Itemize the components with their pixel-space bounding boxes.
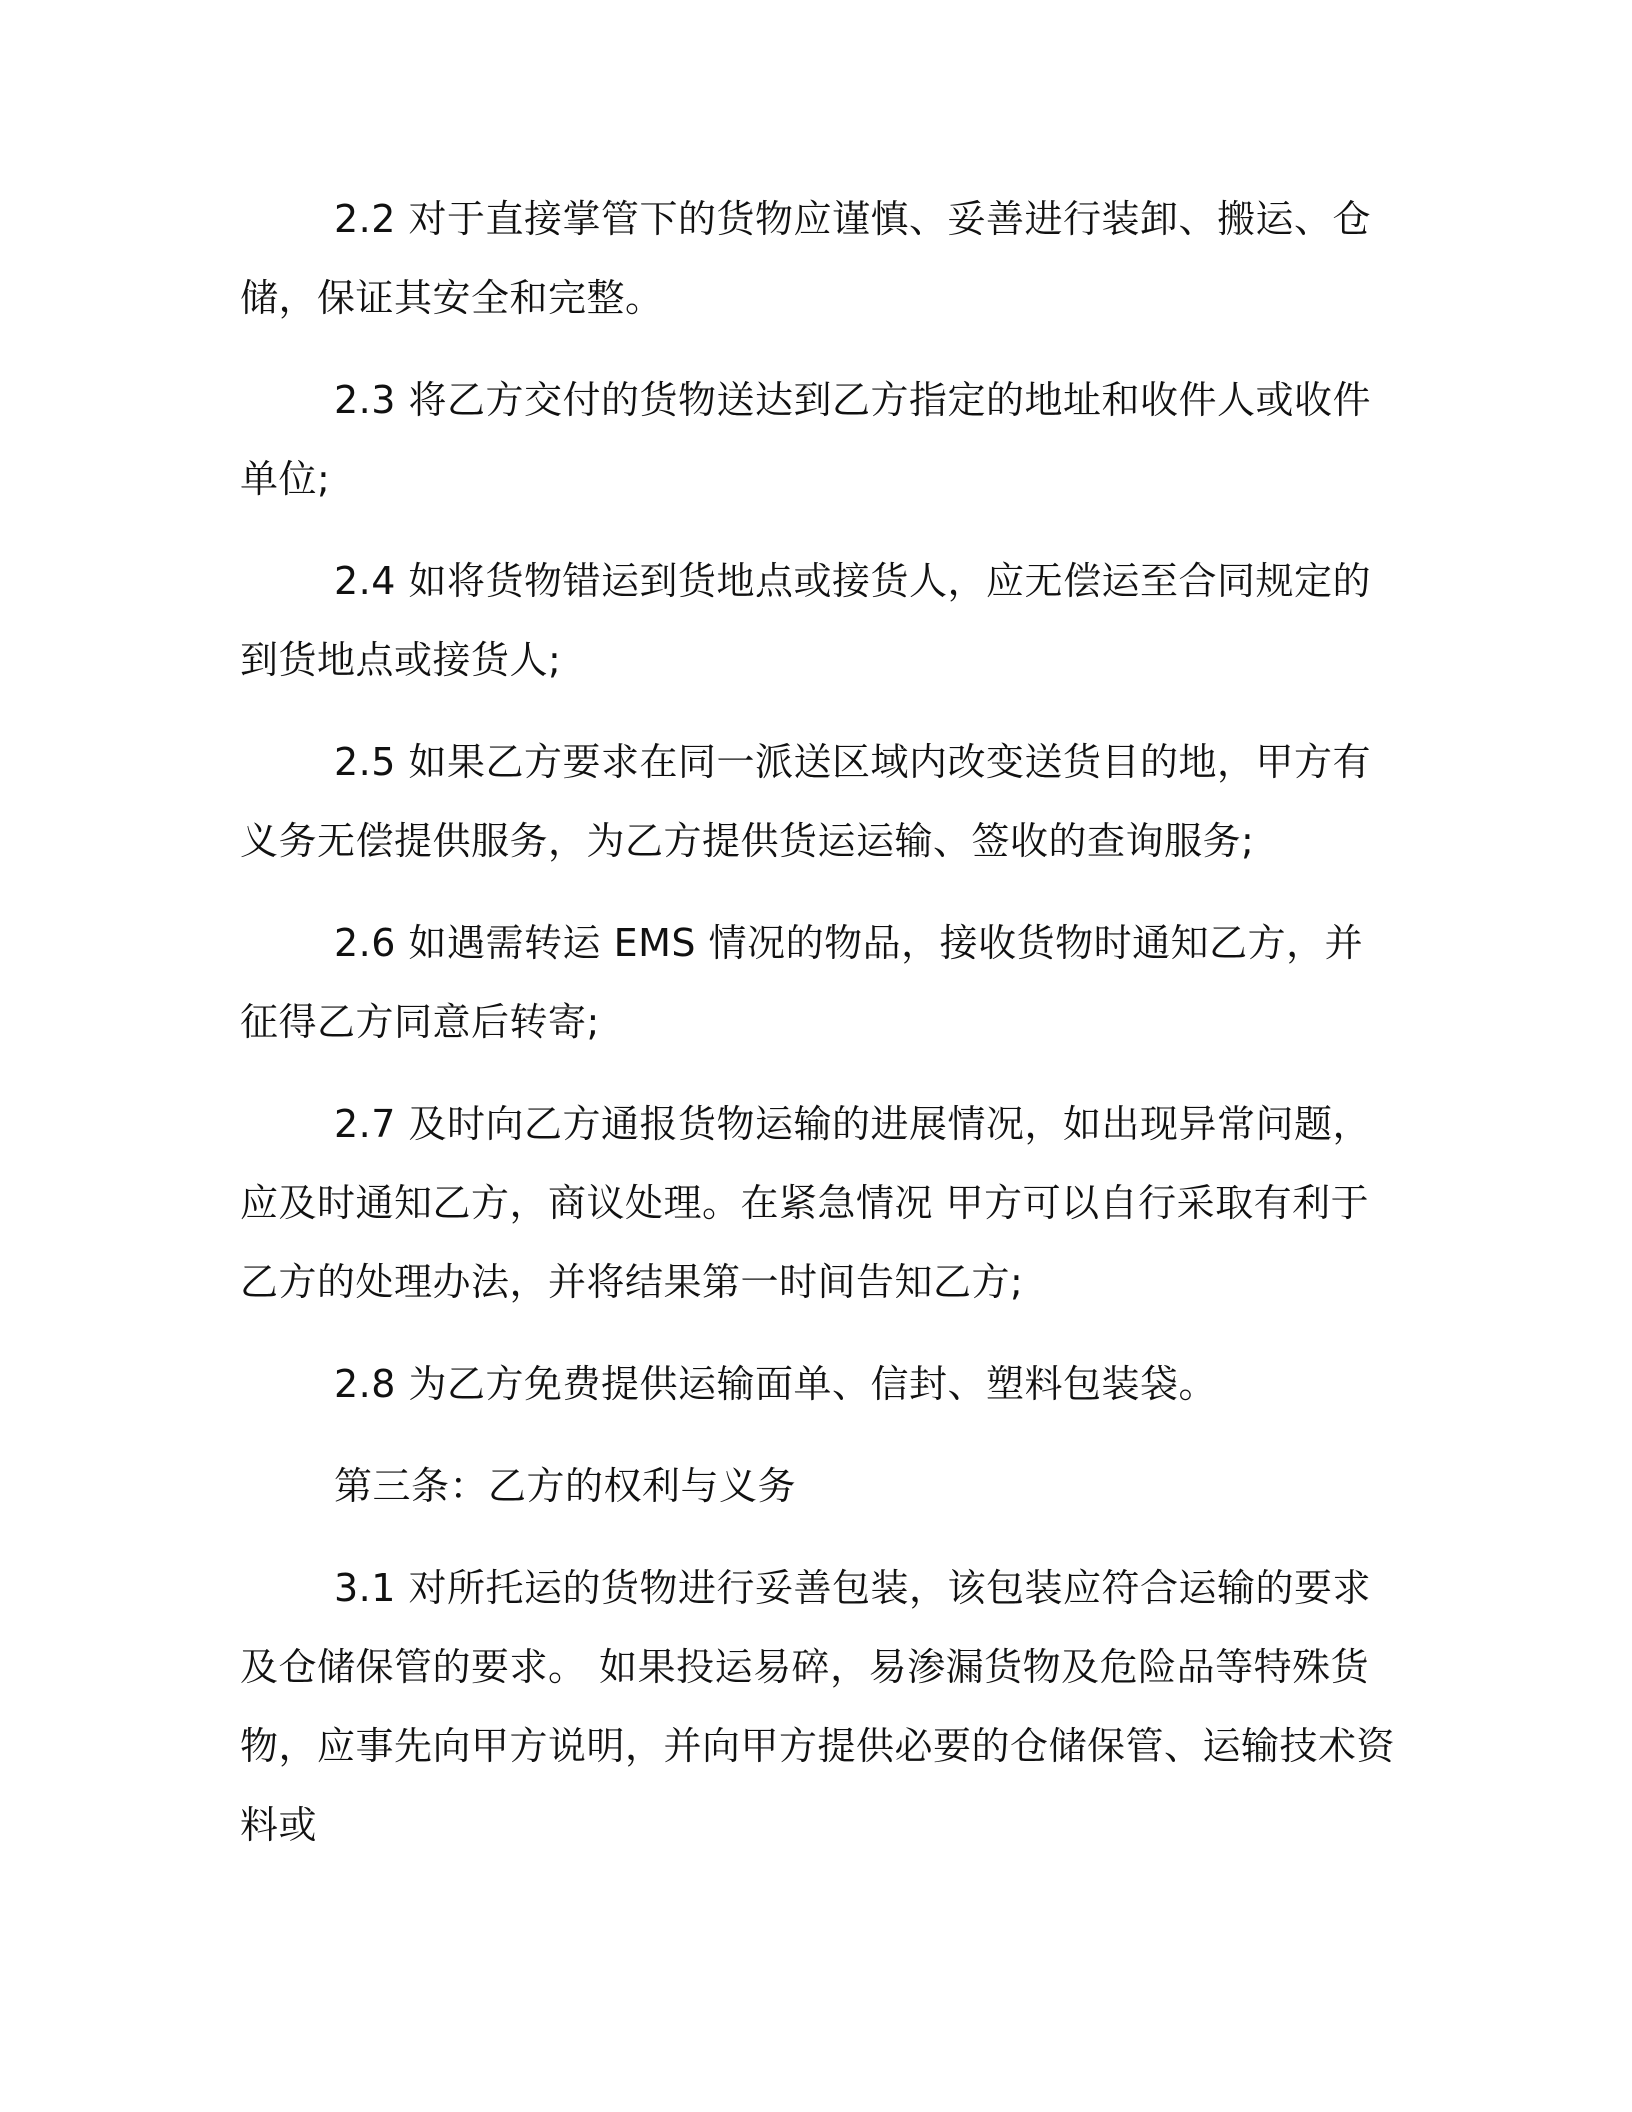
- clause-2-5: 2.5 如果乙方要求在同一派送区域内改变送货目的地，甲方有义务无偿提供服务，为乙方提供货运运输、签收的查询服务;: [240, 740, 1372, 863]
- clause-2-2: 2.2 对于直接掌管下的货物应谨慎、妥善进行装卸、搬运、仓储，保证其安全和完整。: [240, 197, 1372, 320]
- section-heading-article-3: 第三条：乙方的权利与义务: [334, 1464, 797, 1508]
- clause-2-7: 2.7 及时向乙方通报货物运输的进展情况，如出现异常问题，应及时通知乙方，商议处理。在紧急情况 甲方可以自行采取有利于乙方的处理办法，并将结果第一时间告知乙方;: [240, 1102, 1372, 1304]
- clause-2-3: 2.3 将乙方交付的货物送达到乙方指定的地址和收件人或收件单位;: [240, 378, 1372, 501]
- document-body: [240, 180, 1400, 1888]
- clause-2-6: 2.6 如遇需转运 EMS 情况的物品，接收货物时通知乙方，并征得乙方同意后转寄;: [240, 921, 1364, 1044]
- clause-3-1: 3.1 对所托运的货物进行妥善包装，该包装应符合运输的要求及仓储保管的要求。 如果投运易碎，易渗漏货物及危险品等特殊货物，应事先向甲方说明，并向甲方提供必要的仓储保管、运输技术资料或: [240, 1566, 1396, 1847]
- clause-2-8: 2.8 为乙方免费提供运输面单、信封、塑料包装袋。: [334, 1362, 1218, 1406]
- clause-2-4: 2.4 如将货物错运到货地点或接货人，应无偿运至合同规定的到货地点或接货人;: [240, 559, 1372, 682]
